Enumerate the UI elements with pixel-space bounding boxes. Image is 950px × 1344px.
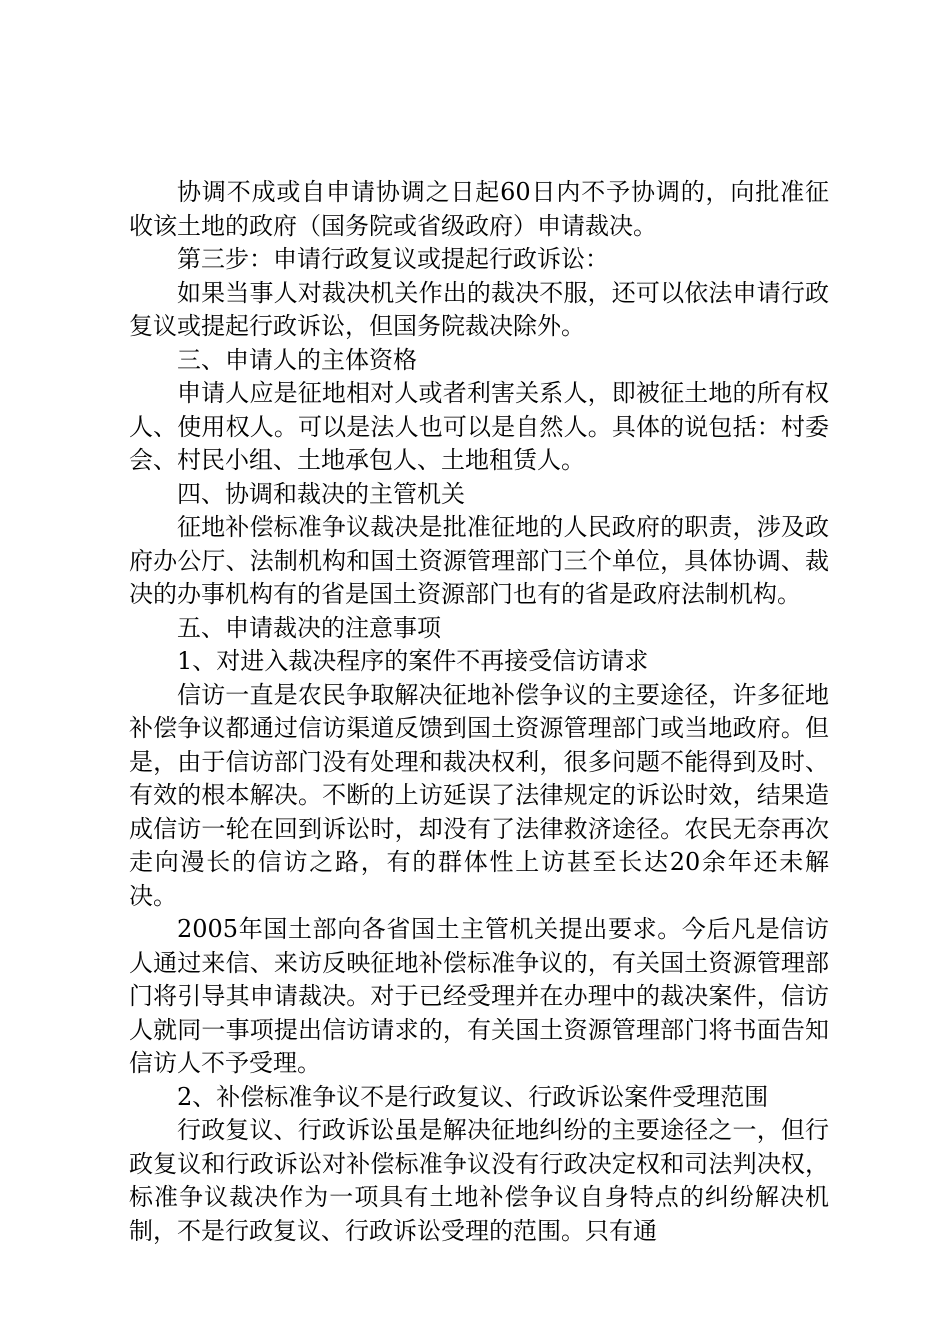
subheading-1: 1、对进入裁决程序的案件不再接受信访请求 xyxy=(177,647,649,675)
paragraph-10: 信访一直是农民争取解决征地补偿争议的主要途径，许多征地补偿争议都通过信访渠道反馈到国土资源管理部门或当地政府。但是，由于信访部门没有处理和裁决权利，很多问题不能得到及时、有效的根本解决。不断的上访延误了法律规定的诉讼时效，结果造成信访一轮在回到诉讼时，却没有了法律救济途径。农民无奈再次走向漫长的信访之路，有的群体性上访甚至长达20余年还未解决。 xyxy=(129,680,829,910)
subheading-2: 2、补偿标准争议不是行政复议、行政诉讼案件受理范围 xyxy=(177,1082,769,1111)
paragraph-1: 协调不成或自申请协调之日起60日内不予协调的，向批准征收该土地的政府（国务院或省级政府）申请裁决。 xyxy=(129,178,829,240)
paragraph-3: 如果当事人对裁决机关作出的裁决不服，还可以依法申请行政复议或提起行政诉讼，但国务院裁决除外。 xyxy=(129,278,829,340)
paragraph-11: 2005年国土部向各省国土主管机关提出要求。今后凡是信访人通过来信、来访反映征地补偿标准争议的，有关国土资源管理部门将引导其申请裁决。对于已经受理并在办理中的裁决案件，信访人就同一事项提出信访请求的，有关国土资源管理部门将书面告知信访人不予受理。 xyxy=(129,915,829,1077)
section-heading-5: 五、申请裁决的注意事项 xyxy=(177,613,441,642)
paragraph-7: 征地补偿标准争议裁决是批准征地的人民政府的职责，涉及政府办公厅、法制机构和国土资源管理部门三个单位，具体协调、裁决的办事机构有的省是国土资源部门也有的省是政府法制机构。 xyxy=(129,513,829,608)
document-body xyxy=(129,176,829,1248)
paragraph-5: 申请人应是征地相对人或者利害关系人，即被征土地的所有权人、使用权人。可以是法人也可以是自然人。具体的说包括：村委会、村民小组、土地承包人、土地租赁人。 xyxy=(129,379,829,474)
paragraph-13: 行政复议、行政诉讼虽是解决征地纠纷的主要途径之一，但行政复议和行政诉讼对补偿标准争议没有行政决定权和司法判决权，标准争议裁决作为一项具有土地补偿争议自身特点的纠纷解决机制，不是行政复议、行政诉讼受理的范围。只有通 xyxy=(129,1116,829,1245)
section-heading-3: 三、申请人的主体资格 xyxy=(177,345,417,374)
paragraph-2: 第三步：申请行政复议或提起行政诉讼： xyxy=(177,245,609,273)
section-heading-4: 四、协调和裁决的主管机关 xyxy=(177,479,465,508)
